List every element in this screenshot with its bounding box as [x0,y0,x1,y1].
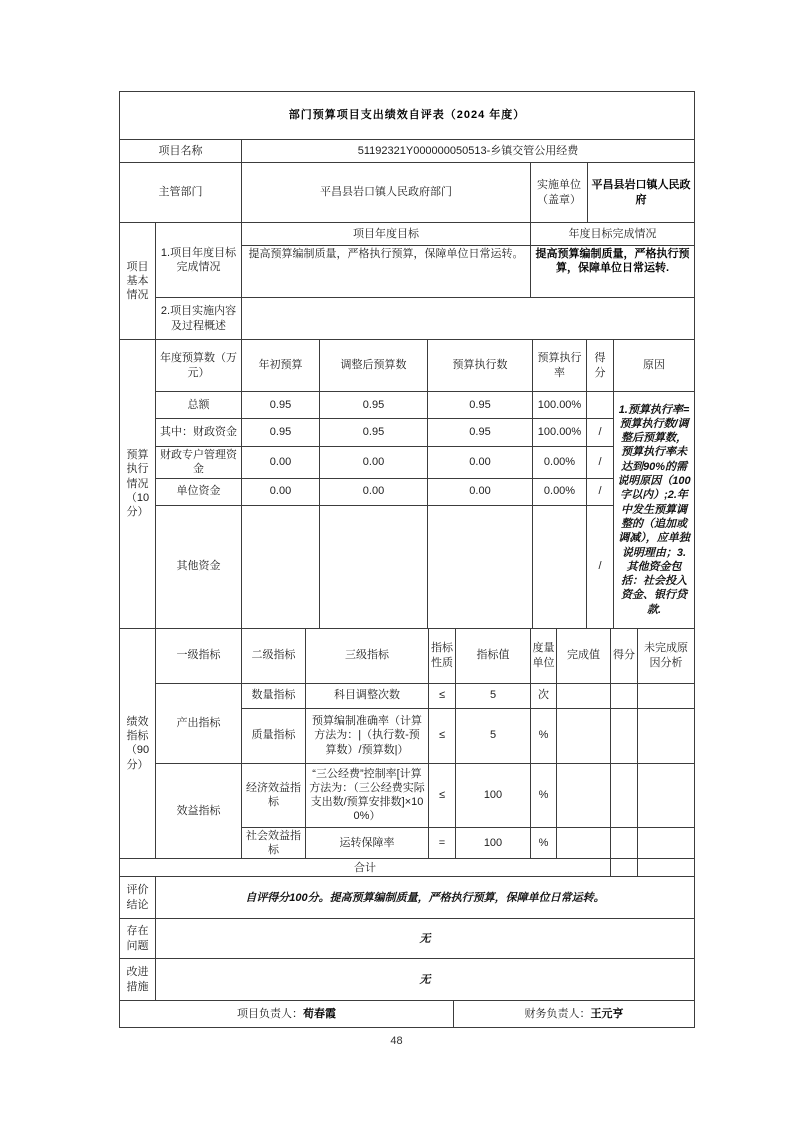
improvement-label: 改进措施 [120,959,156,1001]
basic-section [119,222,695,340]
indicator-quantity-unit: 次 [531,683,557,708]
indicator-quantity-value: 5 [456,683,531,708]
budget-fiscal-score: / [587,419,614,447]
indicator-social-score [611,827,638,859]
budget-special-score: / [587,447,614,479]
budget-other-executed [428,505,533,628]
indicator-quantity-nature: ≤ [429,683,456,708]
indicator-group-benefit: 效益指标 [156,763,242,859]
indicator-economic-nature: ≤ [429,763,456,827]
completion-header: 年度目标完成情况 [531,223,695,246]
annual-goal-text: 提高预算编制质量，严格执行预算，保障单位日常运转。 [242,246,531,298]
budget-row-total [120,392,695,419]
summary-section [119,876,695,1001]
issues-label: 存在问题 [120,919,156,959]
indicator-social-completed [557,827,611,859]
indicator-economic-unit: % [531,763,557,827]
budget-special-label: 财政专户管理资金 [156,447,242,479]
department-value: 平昌县岩口镇人民政府部门 [242,163,531,223]
annual-goal-header: 项目年度目标 [242,223,531,246]
finance-manager-name: 王元亨 [590,1008,624,1021]
indicator-economic-analysis [638,763,695,827]
indicator-header-level2: 二级指标 [242,628,306,683]
indicator-quantity-level3: 科目调整次数 [306,683,429,708]
indicator-header-score: 得分 [611,628,638,683]
budget-row-fiscal [120,419,695,447]
indicator-section [119,628,695,878]
budget-special-initial: 0.00 [242,447,320,479]
implement-unit-label: 实施单位（盖章） [531,163,588,223]
budget-header-rate: 预算执行率 [533,340,587,392]
indicator-economic-value: 100 [456,763,531,827]
implementation-row-label: 2.项目实施内容及过程概述 [156,298,242,340]
budget-header-annual: 年度预算数（万元） [156,340,242,392]
budget-fiscal-rate: 100.00% [533,419,587,447]
indicator-economic-level2: 经济效益指标 [242,763,306,827]
indicator-header-analysis: 未完成原因分析 [638,628,695,683]
indicator-quality-level2: 质量指标 [242,708,306,763]
budget-other-label: 其他资金 [156,505,242,628]
implementation-text [242,298,695,340]
finance-manager-label: 财务负责人： [524,1008,591,1021]
indicator-quantity-analysis [638,683,695,708]
indicator-header-completed: 完成值 [557,628,611,683]
budget-unit-executed: 0.00 [428,478,533,505]
budget-other-rate [533,505,587,628]
budget-other-adjusted [320,505,428,628]
budget-fiscal-adjusted: 0.95 [320,419,428,447]
indicator-header-level1: 一级指标 [156,628,242,683]
indicator-header-nature: 指标性质 [429,628,456,683]
department-label: 主管部门 [120,163,242,223]
budget-reason-note: 1.预算执行率=预算执行数/调整后预算数，预算执行率未达到90%的需说明原因（100字以内）;2.年中发生预算调整的（追加或调减），应单独说明理由；3.其他资金包括：社会投入资金、银行贷款. [614,392,695,629]
indicator-header-level3: 三级指标 [306,628,429,683]
project-name-value: 51192321Y000000050513-乡镇交管公用经费 [242,140,695,163]
project-manager-cell [120,1001,454,1028]
indicator-group-output: 产出指标 [156,683,242,763]
budget-unit-score: / [587,478,614,505]
basic-section-label: 项目基本情况 [120,223,156,340]
indicator-social-nature: = [429,827,456,859]
budget-row-special-account [120,447,695,479]
project-name-label: 项目名称 [120,140,242,163]
budget-total-initial: 0.95 [242,392,320,419]
title-table [119,91,695,140]
indicator-social-level3: 运转保障率 [306,827,429,859]
indicator-header-unit: 度量单位 [531,628,557,683]
self-evaluation-table [119,91,694,1028]
budget-total-rate: 100.00% [533,392,587,419]
conclusion-label: 评价结论 [120,877,156,919]
project-manager-name: 荀春霞 [303,1008,336,1021]
project-manager-label: 项目负责人： [237,1008,303,1021]
indicator-social-unit: % [531,827,557,859]
indicator-social-analysis [638,827,695,859]
indicator-quality-nature: ≤ [429,708,456,763]
info-table [119,139,695,223]
conclusion-text: 自评得分100分。提高预算编制质量，严格执行预算，保障单位日常运转。 [156,877,695,919]
budget-row-other-funds [120,505,695,628]
document-title: 部门预算项目支出绩效自评表（2024 年度） [120,92,695,140]
budget-total-label: 总额 [156,392,242,419]
budget-unit-initial: 0.00 [242,478,320,505]
budget-header-adjusted: 调整后预算数 [320,340,428,392]
improvement-text: 无 [156,959,695,1001]
indicator-row-economic [120,763,695,827]
budget-fiscal-executed: 0.95 [428,419,533,447]
completion-text: 提高预算编制质量，严格执行预算，保障单位日常运转. [531,246,695,298]
budget-unit-label: 单位资金 [156,478,242,505]
indicator-header-value: 指标值 [456,628,531,683]
indicator-quality-completed [557,708,611,763]
indicator-quality-unit: % [531,708,557,763]
implement-unit-value: 平昌县岩口镇人民政府 [588,163,695,223]
budget-unit-adjusted: 0.00 [320,478,428,505]
budget-total-executed: 0.95 [428,392,533,419]
budget-fiscal-label: 其中：财政资金 [156,419,242,447]
budget-section-label: 预算执行情况（10分） [120,340,156,629]
budget-section [119,339,695,629]
indicator-social-value: 100 [456,827,531,859]
annual-goal-row-label: 1.项目年度目标完成情况 [156,223,242,298]
budget-total-score [587,392,614,419]
indicator-social-level2: 社会效益指标 [242,827,306,859]
signature-row [119,1000,695,1028]
budget-header-executed: 预算执行数 [428,340,533,392]
indicator-section-label: 绩效指标（90分） [120,628,156,859]
indicator-total-row [120,859,695,877]
budget-header-reason: 原因 [614,340,695,392]
budget-special-rate: 0.00% [533,447,587,479]
budget-other-score: / [587,505,614,628]
indicator-economic-completed [557,763,611,827]
indicator-quality-score [611,708,638,763]
indicator-quantity-level2: 数量指标 [242,683,306,708]
budget-special-adjusted: 0.00 [320,447,428,479]
indicator-quality-analysis [638,708,695,763]
indicator-economic-level3: “三公经费”控制率[计算方法为：（三公经费实际支出数/预算安排数]×100%） [306,763,429,827]
issues-text: 无 [156,919,695,959]
indicator-quantity-score [611,683,638,708]
budget-fiscal-initial: 0.95 [242,419,320,447]
indicator-total-label: 合计 [120,859,611,877]
budget-total-adjusted: 0.95 [320,392,428,419]
budget-special-executed: 0.00 [428,447,533,479]
budget-row-unit-funds [120,478,695,505]
budget-header-initial: 年初预算 [242,340,320,392]
page-number: 48 [390,1035,403,1047]
indicator-row-quantity [120,683,695,708]
indicator-quality-level3: 预算编制准确率（计算方法为：|（执行数-预算数）/预算数|） [306,708,429,763]
indicator-quantity-completed [557,683,611,708]
indicator-quality-value: 5 [456,708,531,763]
indicator-total-analysis [638,859,695,877]
indicator-total-score [611,859,638,877]
finance-manager-cell [454,1001,695,1028]
budget-header-score: 得分 [587,340,614,392]
indicator-economic-score [611,763,638,827]
budget-unit-rate: 0.00% [533,478,587,505]
budget-other-initial [242,505,320,628]
